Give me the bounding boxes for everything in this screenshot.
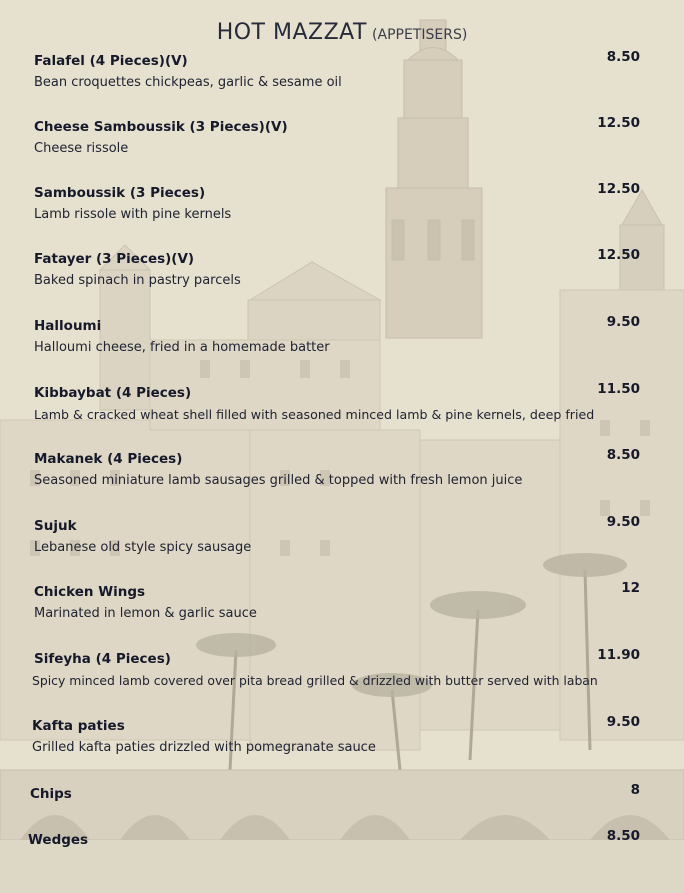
item-price: 8.50	[606, 828, 640, 844]
item-description: Bean croquettes chickpeas, garlic & sesame oil	[34, 75, 342, 90]
item-description: Lamb rissole with pine kernels	[34, 207, 232, 222]
item-price: 8.50	[606, 49, 640, 65]
item-price: 12	[621, 580, 640, 596]
item-description: Cheese rissole	[34, 141, 129, 156]
menu-heading	[0, 20, 684, 45]
menu-subtitle: (APPETISERS)	[372, 27, 468, 43]
item-name: Sujuk	[34, 518, 77, 534]
item-price: 8	[630, 782, 640, 798]
item-description: Seasoned miniature lamb sausages grilled & topped with fresh lemon juice	[34, 473, 523, 488]
item-name: Halloumi	[34, 318, 102, 334]
item-name: Falafel (4 Pieces)(V)	[34, 53, 188, 69]
item-description: Lamb & cracked wheat shell filled with seasoned minced lamb & pine kernels, deep fried	[34, 407, 595, 422]
item-price: 12.50	[597, 247, 640, 263]
item-price: 9.50	[606, 514, 640, 530]
item-price: 11.90	[597, 647, 640, 663]
item-name: Sifeyha (4 Pieces)	[34, 651, 171, 667]
item-name: Wedges	[28, 832, 89, 848]
item-description: Marinated in lemon & garlic sauce	[34, 606, 257, 621]
item-price: 8.50	[606, 447, 640, 463]
item-description: Lebanese old style spicy sausage	[34, 540, 252, 555]
item-name: Kafta paties	[32, 718, 125, 734]
item-name: Makanek (4 Pieces)	[34, 451, 183, 467]
menu-title: HOT MAZZAT	[216, 20, 367, 45]
item-description: Baked spinach in pastry parcels	[34, 273, 241, 288]
item-name: Chicken Wings	[34, 584, 146, 600]
item-name: Kibbaybat (4 Pieces)	[34, 385, 192, 401]
item-price: 12.50	[597, 181, 640, 197]
item-name: Samboussik (3 Pieces)	[34, 185, 206, 201]
item-price: 9.50	[606, 314, 640, 330]
item-price: 9.50	[606, 714, 640, 730]
item-price: 12.50	[597, 115, 640, 131]
item-description: Spicy minced lamb covered over pita bread grilled & drizzled with butter served with laban	[32, 673, 598, 688]
item-description: Grilled kafta paties drizzled with pomegranate sauce	[32, 740, 376, 755]
item-price: 11.50	[597, 381, 640, 397]
item-name: Cheese Samboussik (3 Pieces)(V)	[34, 119, 288, 135]
item-name: Chips	[30, 786, 72, 802]
item-name: Fatayer (3 Pieces)(V)	[34, 251, 195, 267]
item-description: Halloumi cheese, fried in a homemade batter	[34, 340, 330, 355]
